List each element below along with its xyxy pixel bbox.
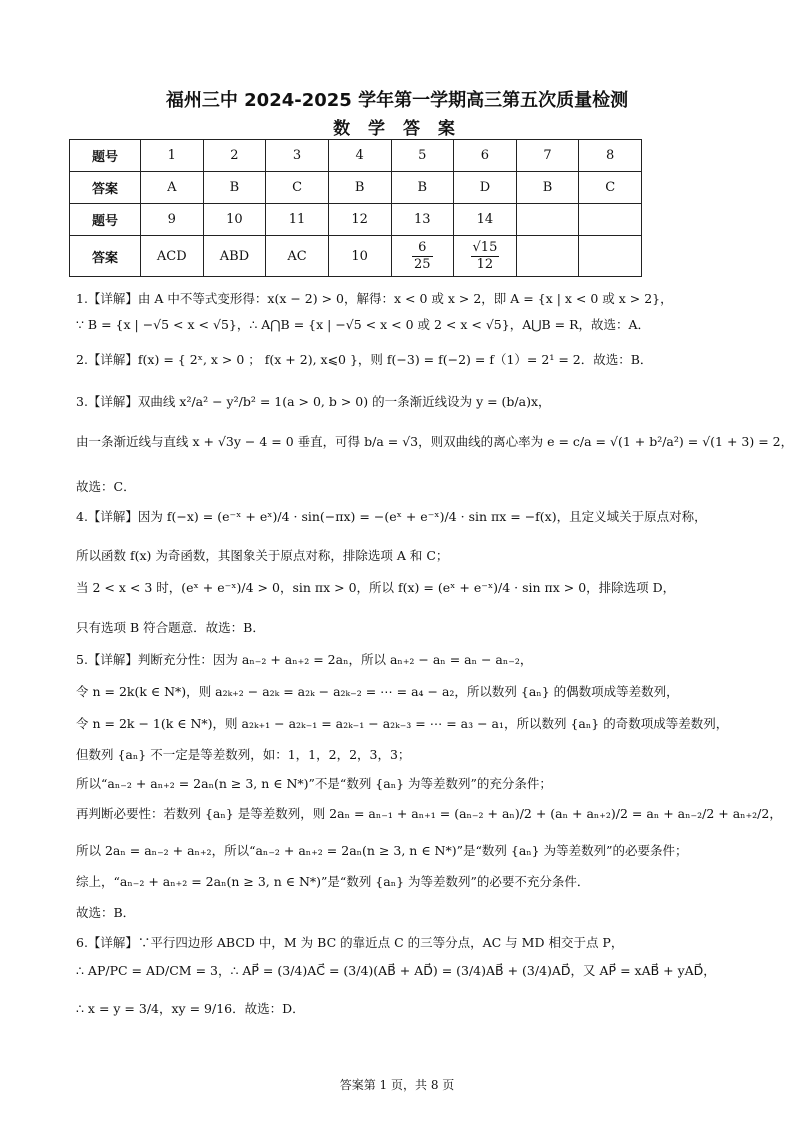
table-cell: ABD [203,236,266,277]
table-cell [579,236,642,277]
row-label: 题号 [70,204,141,236]
solution-1-line-1: 1.【详解】由 A 中不等式变形得：x(x − 2) > 0，解得：x < 0 或 x > 2，即 A = {x | x < 0 或 x > 2}， [76,291,673,306]
table-cell: 6 [454,140,517,172]
fraction-answer-14 [471,240,500,273]
table-cell: C [579,172,642,204]
table-row [70,204,642,236]
table-cell [579,204,642,236]
table-cell [516,236,579,277]
solution-5-line-7: 所以 2aₙ = aₙ₋₂ + aₙ₊₂，所以“aₙ₋₂ + aₙ₊₂ = 2aₙ(n ≥ 3, n ∈ N*)”是“数列 {aₙ} 为等差数列”的必要条件； [76,843,688,858]
table-cell: B [391,172,454,204]
table-cell: 10 [203,204,266,236]
solution-5-line-6: 再判断必要性：若数列 {aₙ} 是等差数列，则 2aₙ = aₙ₋₁ + aₙ₊₁ = (aₙ₋₂ + aₙ)/2 + (aₙ + aₙ₊₂)/2 = aₙ + aₙ₋₂/2 + aₙ₊₂/2， [76,806,782,821]
fraction-numerator: 6 [412,240,433,257]
table-cell: 8 [579,140,642,172]
fraction-denominator: 12 [476,256,494,272]
solution-4-line-2: 所以函数 f(x) 为奇函数，其图象关于原点对称，排除选项 A 和 C； [76,548,449,563]
solution-5-line-3: 令 n = 2k − 1(k ∈ N*)，则 a₂ₖ₊₁ − a₂ₖ₋₁ = a₂ₖ₋₁ − a₂ₖ₋₃ = ⋯ = a₃ − a₁，所以数列 {aₙ} 的奇数项成等差数列， [76,716,729,731]
solution-5-line-8: 综上，“aₙ₋₂ + aₙ₊₂ = 2aₙ(n ≥ 3, n ∈ N*)”是“数列 {aₙ} 为等差数列”的必要不充分条件． [76,874,590,889]
solution-6-line-3: ∴ x = y = 3/4，xy = 9/16．故选：D． [76,1001,305,1016]
table-cell: 14 [454,204,517,236]
row-label: 答案 [70,236,141,277]
table-cell: D [454,172,517,204]
table-cell: 10 [328,236,391,277]
table-cell: B [328,172,391,204]
table-cell: 11 [266,204,329,236]
table-cell [454,236,517,277]
table-cell: 2 [203,140,266,172]
answer-table [69,139,642,277]
table-cell: B [516,172,579,204]
table-cell: 7 [516,140,579,172]
table-cell: AC [266,236,329,277]
table-cell: B [203,172,266,204]
solution-2-line-1: 2.【详解】f(x) = { 2ˣ, x > 0 ； f(x + 2), x⩽0 }，则 f(−3) = f(−2) = f（1）= 2¹ = 2．故选：B． [76,352,653,367]
table-row [70,140,642,172]
solution-5-line-5: 所以“aₙ₋₂ + aₙ₊₂ = 2aₙ(n ≥ 3, n ∈ N*)”不是“数列 {aₙ} 为等差数列”的充分条件； [76,776,552,791]
table-cell: 9 [141,204,204,236]
table-cell: ACD [141,236,204,277]
table-cell: 5 [391,140,454,172]
solution-5-line-2: 令 n = 2k(k ∈ N*)，则 a₂ₖ₊₂ − a₂ₖ = a₂ₖ − a₂ₖ₋₂ = ⋯ = a₄ − a₂，所以数列 {aₙ} 的偶数项成等差数列， [76,684,679,699]
solution-3-line-2: 由一条渐近线与直线 x + √3y − 4 = 0 垂直，可得 b/a = √3，则双曲线的离心率为 e = c/a = √(1 + b²/a²) = √(1 + 3) = 2， [76,434,794,449]
solution-5-line-9: 故选：B． [76,905,136,920]
solution-4-line-1: 4.【详解】因为 f(−x) = (e⁻ˣ + eˣ)/4 · sin(−πx) = −(eˣ + e⁻ˣ)/4 · sin πx = −f(x)，且定义域关于原点对称， [76,509,707,524]
solution-6-line-1: 6.【详解】∵平行四边形 ABCD 中，M 为 BC 的靠近点 C 的三等分点，AC 与 MD 相交于点 P， [76,935,624,950]
fraction-numerator: √15 [472,239,498,255]
table-row [70,172,642,204]
table-cell: 3 [266,140,329,172]
solution-6-line-2: ∴ AP/PC = AD/CM = 3，∴ AP⃗ = (3/4)AC⃗ = (3/4)(AB⃗ + AD⃗) = (3/4)AB⃗ + (3/4)AD⃗，又 AP⃗ = xAB⃗ + yAD⃗， [76,963,716,978]
page-subtitle: 数 学 答 案 [333,119,461,139]
fraction-answer-13 [412,240,433,273]
page-title: 福州三中 2024-2025 学年第一学期高三第五次质量检测 [165,90,629,111]
solution-5-line-4: 但数列 {aₙ} 不一定是等差数列，如：1，1，2，2，3，3； [76,747,411,762]
row-label: 题号 [70,140,141,172]
table-cell: 4 [328,140,391,172]
table-cell [516,204,579,236]
table-cell: 12 [328,204,391,236]
solution-4-line-4: 只有选项 B 符合题意．故选：B． [76,620,265,635]
table-cell [391,236,454,277]
table-cell: C [266,172,329,204]
solution-5-line-1: 5.【详解】判断充分性：因为 aₙ₋₂ + aₙ₊₂ = 2aₙ，所以 aₙ₊₂ − aₙ = aₙ − aₙ₋₂， [76,652,533,667]
table-cell: 13 [391,204,454,236]
table-row [70,236,642,277]
solution-1-line-2: ∵ B = {x | −√5 < x < √5}，∴ A⋂B = {x | −√5 < x < 0 或 2 < x < √5}，A⋃B = R，故选：A． [76,317,651,332]
page-footer: 答案第 1 页，共 8 页 [339,1078,455,1092]
table-cell: 1 [141,140,204,172]
table-cell: A [141,172,204,204]
fraction-denominator: 25 [414,256,431,272]
row-label: 答案 [70,172,141,204]
solution-3-line-3: 故选：C． [76,479,136,494]
solution-4-line-3: 当 2 < x < 3 时，(eˣ + e⁻ˣ)/4 > 0，sin πx > 0，所以 f(x) = (eˣ + e⁻ˣ)/4 · sin πx > 0，排除选项 D， [76,580,676,595]
solution-3-line-1: 3.【详解】双曲线 x²/a² − y²/b² = 1(a > 0, b > 0) 的一条渐近线设为 y = (b/a)x， [76,394,551,409]
